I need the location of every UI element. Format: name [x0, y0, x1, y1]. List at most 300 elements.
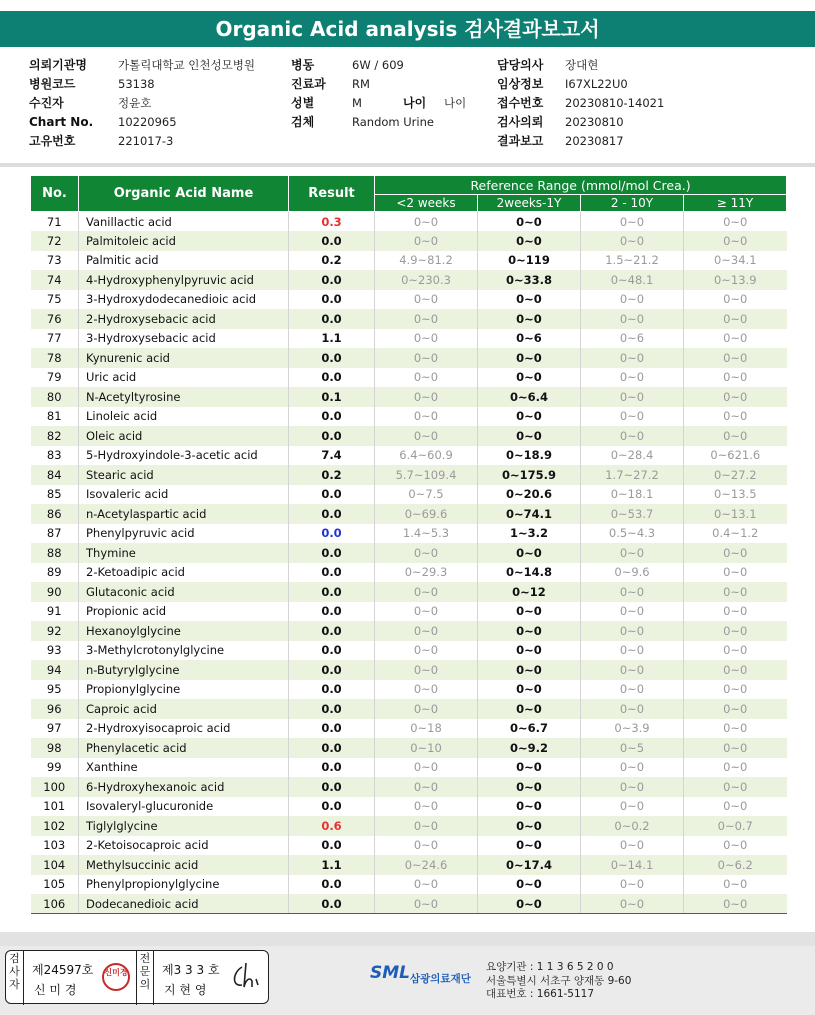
acid-name: Oleic acid — [79, 426, 289, 446]
table-row — [31, 719, 787, 739]
info-row — [29, 75, 789, 94]
result-value: 0.0 — [289, 875, 375, 895]
info-row — [29, 94, 789, 113]
acid-name: 3-Hydroxydodecanedioic acid — [79, 290, 289, 310]
row-number: 88 — [31, 543, 79, 563]
ref-under-2weeks: 0~0 — [375, 368, 478, 388]
result-value: 0.0 — [289, 485, 375, 505]
table-row — [31, 348, 787, 368]
ref-2-10y: 0~14.1 — [581, 855, 684, 875]
table-row — [31, 251, 787, 271]
ref-2-10y: 0~53.7 — [581, 504, 684, 524]
doctor-value: 장대현 — [565, 58, 599, 72]
result-value: 0.0 — [289, 309, 375, 329]
ref-2weeks-1y: 0~0 — [478, 758, 581, 778]
acid-name: n-Acetylaspartic acid — [79, 504, 289, 524]
table-row — [31, 797, 787, 817]
report-label: 결과보고 — [497, 134, 544, 148]
ref-2-10y: 0.5~4.3 — [581, 524, 684, 544]
row-number: 94 — [31, 660, 79, 680]
acid-name: Isovaleric acid — [79, 485, 289, 505]
row-number: 83 — [31, 446, 79, 466]
ref-2weeks-1y: 0~0 — [478, 368, 581, 388]
age-label: 나이 — [403, 96, 427, 110]
result-value: 0.0 — [289, 894, 375, 914]
ref-over-11y: 0~0 — [684, 543, 787, 563]
ref-under-2weeks: 0~18 — [375, 719, 478, 739]
result-value: 0.0 — [289, 290, 375, 310]
ref-2-10y: 0~0 — [581, 231, 684, 251]
row-number: 82 — [31, 426, 79, 446]
ref-over-11y: 0~0 — [723, 760, 748, 775]
row-number: 85 — [31, 485, 79, 505]
specimen-value: Random Urine — [352, 115, 434, 129]
report-value: 20230817 — [565, 134, 624, 148]
report-title: Organic Acid analysis 검사결과보고서 — [0, 11, 815, 47]
ref-under-2weeks: 0~0 — [375, 387, 478, 407]
ref-2-10y: 0~0 — [581, 309, 684, 329]
ref-under-2weeks: 0~0 — [375, 894, 478, 914]
row-number: 80 — [31, 387, 79, 407]
logo-name: 삼광의료재단 — [410, 973, 471, 985]
ref-over-11y: 0~0 — [684, 894, 787, 914]
ref-2-10y: 0~0 — [581, 582, 684, 602]
ref-over-11y: 0~0 — [684, 621, 787, 641]
row-number: 105 — [31, 875, 79, 895]
ref-under-2weeks: 0~0 — [375, 660, 478, 680]
ref-2-10y: 0~0 — [581, 387, 684, 407]
ref-2weeks-1y: 0~0 — [478, 660, 581, 680]
result-value: 0.0 — [289, 582, 375, 602]
ref-under-2weeks: 0~0 — [375, 758, 478, 778]
ref-over-11y: 0~0 — [723, 838, 748, 853]
result-value: 0.0 — [289, 758, 375, 778]
ref-2-10y: 0~18.1 — [581, 485, 684, 505]
ref-2weeks-1y: 0~0 — [478, 602, 581, 622]
result-value: 1.1 — [289, 855, 375, 875]
acid-name: 2-Hydroxysebacic acid — [79, 309, 289, 329]
row-number: 79 — [31, 368, 79, 388]
ref-over-11y: 0~0 — [684, 660, 787, 680]
ref-2weeks-1y: 0~9.2 — [478, 738, 581, 758]
ref-2weeks-1y: 0~175.9 — [478, 465, 581, 485]
ref-2weeks-1y: 0~0 — [478, 836, 581, 856]
ref-over-11y: 0~621.6 — [710, 448, 761, 463]
result-value: 0.0 — [289, 524, 375, 544]
ref-2-10y: 0~0 — [581, 836, 684, 856]
ref-over-11y: 0~13.9 — [684, 270, 787, 290]
ref-over-11y: 0~34.1 — [713, 253, 757, 268]
ref-under-2weeks: 0~7.5 — [375, 485, 478, 505]
sex-value: M — [352, 96, 362, 110]
table-row — [31, 894, 787, 914]
ref-2weeks-1y: 0~119 — [478, 251, 581, 271]
table-row — [31, 290, 787, 310]
ref-2weeks-1y: 0~0 — [478, 680, 581, 700]
row-number: 102 — [31, 816, 79, 836]
acid-name: Thymine — [79, 543, 289, 563]
table-row — [31, 446, 787, 466]
result-value: 0.0 — [289, 836, 375, 856]
acid-name: Tiglylglycine — [79, 816, 289, 836]
ref-over-11y: 0~0 — [723, 721, 748, 736]
row-number: 99 — [31, 758, 79, 778]
institution-address — [486, 961, 631, 1002]
ref-2-10y: 0~0 — [581, 621, 684, 641]
ref-under-2weeks: 0~0 — [375, 426, 478, 446]
acid-name: 2-Hydroxyisocaproic acid — [79, 719, 289, 739]
specialist-number: 제3 3 3 호 — [162, 963, 220, 977]
ref-over-11y: 0~27.2 — [684, 465, 787, 485]
ref-over-11y: 0~0 — [684, 738, 787, 758]
sub-col-header: 2weeks-1Y — [478, 195, 581, 212]
table-row — [31, 680, 787, 700]
table-row — [31, 368, 787, 388]
ref-2-10y: 0~0 — [581, 543, 684, 563]
row-number: 95 — [31, 680, 79, 700]
ref-2-10y: 0~0 — [581, 875, 684, 895]
ref-2weeks-1y: 0~0 — [478, 797, 581, 817]
ref-under-2weeks: 0~0 — [375, 231, 478, 251]
acid-name: 3-Methylcrotonylglycine — [79, 641, 289, 661]
result-value: 0.0 — [289, 699, 375, 719]
ref-2-10y: 0~0 — [581, 426, 684, 446]
hospital-value: 가톨릭대학교 인천성모병원 — [118, 58, 255, 72]
row-number: 87 — [31, 524, 79, 544]
ref-under-2weeks: 0~0 — [375, 407, 478, 427]
row-number: 78 — [31, 348, 79, 368]
ref-2weeks-1y: 0~14.8 — [478, 563, 581, 583]
ref-under-2weeks: 0~0 — [375, 875, 478, 895]
result-value: 0.0 — [289, 407, 375, 427]
ref-over-11y: 0~0 — [723, 292, 748, 307]
uid-value: 221017-3 — [118, 134, 174, 148]
ref-over-11y: 0~0 — [723, 877, 748, 892]
table-row — [31, 836, 787, 856]
row-number: 97 — [31, 719, 79, 739]
ref-2weeks-1y: 0~0 — [478, 875, 581, 895]
row-number: 74 — [31, 270, 79, 290]
ref-2-10y: 0~0 — [581, 368, 684, 388]
specialist-label: 전문의 — [136, 951, 154, 1005]
ref-2-10y: 0~28.4 — [581, 446, 684, 466]
ref-under-2weeks: 5.7~109.4 — [375, 465, 478, 485]
age-value: 나이 — [444, 96, 467, 110]
ref-under-2weeks: 4.9~81.2 — [375, 251, 478, 271]
ref-under-2weeks: 1.4~5.3 — [375, 524, 478, 544]
ref-over-11y: 0~0 — [684, 231, 787, 251]
row-number: 93 — [31, 641, 79, 661]
examiner-number: 제24597호 — [32, 963, 94, 977]
ref-over-11y: 0~13.5 — [713, 487, 757, 502]
ref-under-2weeks: 0~0 — [375, 329, 478, 349]
ward-label: 병동 — [291, 58, 315, 72]
ref-2-10y: 0~0 — [581, 894, 684, 914]
result-value: 0.0 — [289, 543, 375, 563]
ref-2-10y: 0~0 — [581, 212, 684, 232]
sub-col-header: 2 - 10Y — [581, 195, 684, 212]
row-number: 106 — [31, 894, 79, 914]
result-value: 0.0 — [289, 641, 375, 661]
ref-2-10y: 0~0 — [581, 602, 684, 622]
result-value: 0.0 — [289, 231, 375, 251]
dept-value: RM — [352, 77, 370, 91]
acid-name: Isovaleryl-glucuronide — [79, 797, 289, 817]
ref-2-10y: 1.5~21.2 — [581, 251, 684, 271]
info-row — [29, 56, 789, 75]
ref-under-2weeks: 0~0 — [375, 797, 478, 817]
ref-over-11y: 0~0 — [684, 582, 787, 602]
ref-over-11y: 0~0 — [723, 682, 748, 697]
ref-2-10y: 0~6 — [581, 329, 684, 349]
ref-under-2weeks: 0~0 — [375, 680, 478, 700]
ref-2weeks-1y: 0~0 — [478, 426, 581, 446]
sex-label: 성별 — [291, 96, 315, 110]
acid-name: Xanthine — [79, 758, 289, 778]
acid-name: 5-Hydroxyindole-3-acetic acid — [79, 446, 289, 466]
acid-name: Phenylpyruvic acid — [79, 524, 289, 544]
sml-logo — [370, 961, 480, 995]
hcode-value: 53138 — [118, 77, 155, 91]
ref-2weeks-1y: 0~0 — [478, 309, 581, 329]
row-number: 89 — [31, 563, 79, 583]
info-row — [29, 132, 789, 151]
clinical-label: 임상정보 — [497, 77, 544, 91]
ref-2weeks-1y: 0~0 — [478, 699, 581, 719]
result-value: 0.1 — [289, 387, 375, 407]
row-number: 76 — [31, 309, 79, 329]
ref-2weeks-1y: 0~0 — [478, 641, 581, 661]
result-value: 0.0 — [289, 504, 375, 524]
ref-2-10y: 0~5 — [581, 738, 684, 758]
ref-2-10y: 0~9.6 — [581, 563, 684, 583]
ref-under-2weeks: 0~0 — [375, 290, 478, 310]
ref-over-11y: 0~0 — [723, 214, 748, 229]
chart-value: 10220965 — [118, 115, 177, 129]
ref-2-10y: 0~0 — [581, 407, 684, 427]
row-number: 72 — [31, 231, 79, 251]
result-value: 7.4 — [289, 446, 375, 466]
ref-2weeks-1y: 0~74.1 — [478, 504, 581, 524]
sub-col-header: <2 weeks — [375, 195, 478, 212]
table-row — [31, 816, 787, 836]
table-row — [31, 231, 787, 251]
acid-name: 2-Ketoadipic acid — [79, 563, 289, 583]
ref-2-10y: 0~0 — [581, 699, 684, 719]
ref-2weeks-1y: 1~3.2 — [478, 524, 581, 544]
row-number: 92 — [31, 621, 79, 641]
ref-2weeks-1y: 0~0 — [478, 621, 581, 641]
acid-name: Hexanoylglycine — [79, 621, 289, 641]
ref-2weeks-1y: 0~0 — [478, 231, 581, 251]
acid-name: N-Acetyltyrosine — [79, 387, 289, 407]
request-label: 검사의뢰 — [497, 115, 544, 129]
ref-2-10y: 0~0 — [581, 797, 684, 817]
ref-2weeks-1y: 0~17.4 — [478, 855, 581, 875]
result-value: 0.0 — [289, 426, 375, 446]
acid-name: Linoleic acid — [79, 407, 289, 427]
row-number: 91 — [31, 602, 79, 622]
ref-over-11y: 0~13.1 — [684, 504, 787, 524]
table-row — [31, 426, 787, 446]
ref-over-11y: 0~0 — [723, 799, 748, 814]
receipt-label: 접수번호 — [497, 96, 544, 110]
row-number: 100 — [31, 777, 79, 797]
ref-2weeks-1y: 0~0 — [478, 816, 581, 836]
ref-2weeks-1y: 0~6 — [478, 329, 581, 349]
row-number: 71 — [31, 212, 79, 232]
address-line: 서울특별시 서초구 양재동 9-60 — [486, 974, 632, 987]
result-value: 0.0 — [289, 621, 375, 641]
row-number: 81 — [31, 407, 79, 427]
table-row — [31, 387, 787, 407]
row-number: 77 — [31, 329, 79, 349]
collector-label: 수진자 — [29, 96, 64, 110]
ref-under-2weeks: 0~0 — [375, 543, 478, 563]
specimen-label: 검체 — [291, 115, 315, 129]
ref-2-10y: 0~3.9 — [581, 719, 684, 739]
ref-2weeks-1y: 0~0 — [478, 894, 581, 914]
ref-2weeks-1y: 0~0 — [478, 290, 581, 310]
row-number: 96 — [31, 699, 79, 719]
ref-under-2weeks: 0~0 — [375, 816, 478, 836]
ref-over-11y: 0~0 — [723, 331, 748, 346]
info-row — [29, 113, 789, 132]
ref-2-10y: 0~0 — [581, 758, 684, 778]
table-row — [31, 777, 787, 797]
examiner-label: 검사자 — [6, 951, 24, 1005]
ref-over-11y: 0~0 — [723, 643, 748, 658]
ref-over-11y: 0~0 — [684, 309, 787, 329]
table-row — [31, 465, 787, 485]
result-value: 0.0 — [289, 348, 375, 368]
ref-over-11y: 0~0 — [723, 604, 748, 619]
acid-name: Glutaconic acid — [79, 582, 289, 602]
result-value: 0.0 — [289, 368, 375, 388]
row-number: 75 — [31, 290, 79, 310]
footer-strip — [0, 932, 815, 946]
acid-name: 6-Hydroxyhexanoic acid — [79, 777, 289, 797]
ref-under-2weeks: 0~0 — [375, 621, 478, 641]
result-value: 0.0 — [289, 777, 375, 797]
ref-2-10y: 0~0 — [581, 777, 684, 797]
ref-2-10y: 0~48.1 — [581, 270, 684, 290]
table-row — [31, 875, 787, 895]
col-result-header: Result — [289, 176, 375, 212]
ref-2weeks-1y: 0~0 — [478, 348, 581, 368]
ref-2-10y: 1.7~27.2 — [581, 465, 684, 485]
ref-under-2weeks: 0~0 — [375, 582, 478, 602]
ref-under-2weeks: 0~0 — [375, 309, 478, 329]
logo-mark: SML — [370, 963, 410, 983]
acid-name: Uric acid — [79, 368, 289, 388]
result-value: 0.2 — [289, 251, 375, 271]
ref-2weeks-1y: 0~0 — [478, 777, 581, 797]
acid-name: Propionic acid — [79, 602, 289, 622]
result-value: 0.6 — [289, 816, 375, 836]
ref-over-11y: 0~0 — [684, 348, 787, 368]
result-value: 1.1 — [289, 329, 375, 349]
ref-under-2weeks: 0~0 — [375, 212, 478, 232]
signature-mark — [228, 957, 268, 997]
results-body — [31, 212, 787, 914]
result-value: 0.0 — [289, 680, 375, 700]
table-row — [31, 212, 787, 232]
result-value: 0.0 — [289, 563, 375, 583]
result-value: 0.0 — [289, 602, 375, 622]
ref-under-2weeks: 0~29.3 — [375, 563, 478, 583]
acid-name: Palmitoleic acid — [79, 231, 289, 251]
uid-label: 고유번호 — [29, 134, 76, 148]
row-number: 73 — [31, 251, 79, 271]
ref-2-10y: 0~0 — [581, 290, 684, 310]
receipt-value: 20230810-14021 — [565, 96, 665, 110]
result-value: 0.0 — [289, 797, 375, 817]
table-row — [31, 309, 787, 329]
table-row — [31, 582, 787, 602]
acid-name: Vanillactic acid — [79, 212, 289, 232]
ref-2weeks-1y: 0~33.8 — [478, 270, 581, 290]
ref-over-11y: 0~0 — [684, 699, 787, 719]
acid-name: Phenylpropionylglycine — [79, 875, 289, 895]
row-number: 86 — [31, 504, 79, 524]
table-row — [31, 329, 787, 349]
acid-name: Dodecanedioic acid — [79, 894, 289, 914]
ref-2weeks-1y: 0~0 — [478, 407, 581, 427]
ref-under-2weeks: 0~230.3 — [375, 270, 478, 290]
table-row — [31, 504, 787, 524]
ref-over-11y: 0~0 — [723, 370, 748, 385]
row-number: 98 — [31, 738, 79, 758]
row-number: 101 — [31, 797, 79, 817]
result-value: 0.2 — [289, 465, 375, 485]
result-value: 0.0 — [289, 660, 375, 680]
hospital-label: 의뢰기관명 — [29, 58, 87, 72]
table-row — [31, 855, 787, 875]
results-table — [30, 175, 787, 914]
acid-name: 3-Hydroxysebacic acid — [79, 329, 289, 349]
acid-name: Phenylacetic acid — [79, 738, 289, 758]
ref-2weeks-1y: 0~20.6 — [478, 485, 581, 505]
table-row — [31, 699, 787, 719]
row-number: 90 — [31, 582, 79, 602]
table-row — [31, 563, 787, 583]
ref-under-2weeks: 0~10 — [375, 738, 478, 758]
ref-2weeks-1y: 0~0 — [478, 212, 581, 232]
ref-2-10y: 0~0.2 — [581, 816, 684, 836]
ref-under-2weeks: 0~0 — [375, 348, 478, 368]
ref-under-2weeks: 0~24.6 — [375, 855, 478, 875]
ref-under-2weeks: 0~0 — [375, 602, 478, 622]
address-line: 대표번호 : 1661-5117 — [486, 988, 595, 1000]
acid-name: 4-Hydroxyphenylpyruvic acid — [79, 270, 289, 290]
col-ref-header: Reference Range (mmol/mol Crea.) — [375, 176, 787, 195]
ref-2weeks-1y: 0~0 — [478, 543, 581, 563]
ref-under-2weeks: 0~0 — [375, 836, 478, 856]
acid-name: Caproic acid — [79, 699, 289, 719]
table-row — [31, 602, 787, 622]
ref-2weeks-1y: 0~18.9 — [478, 446, 581, 466]
divider — [0, 163, 815, 167]
acid-name: Kynurenic acid — [79, 348, 289, 368]
row-number: 84 — [31, 465, 79, 485]
row-number: 103 — [31, 836, 79, 856]
col-name-header: Organic Acid Name — [79, 176, 289, 212]
ref-under-2weeks: 6.4~60.9 — [375, 446, 478, 466]
ref-2-10y: 0~0 — [581, 680, 684, 700]
ref-over-11y: 0~6.2 — [684, 855, 787, 875]
col-no-header: No. — [31, 176, 79, 212]
